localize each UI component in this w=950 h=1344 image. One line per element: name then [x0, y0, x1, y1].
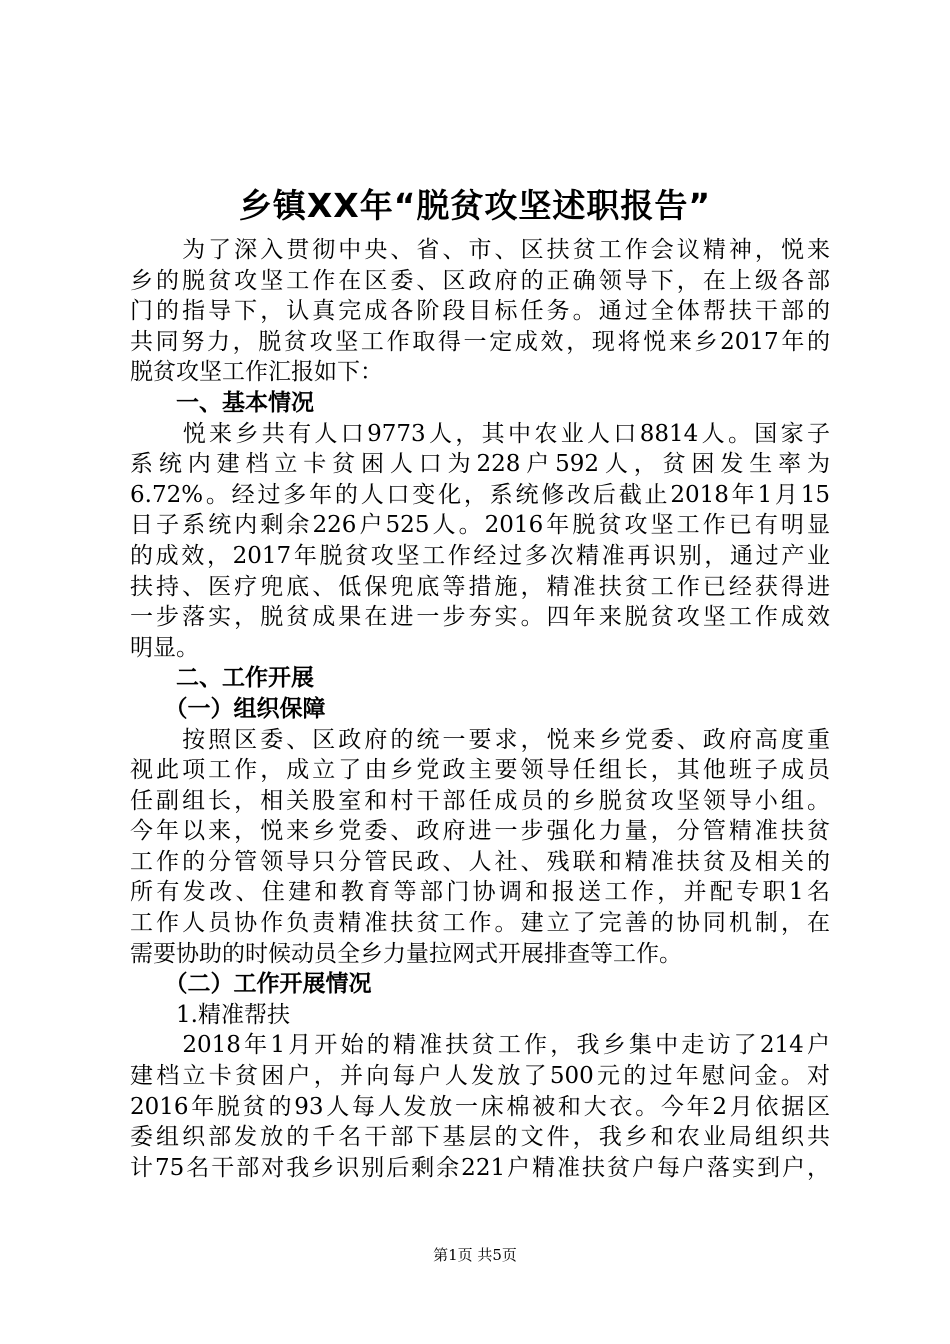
body-text-line: 6.72%。经过多年的人口变化，系统修改后截止2018年1月15 — [130, 481, 830, 508]
body-text-line: 所有发改、住建和教育等部门协调和报送工作，并配专职1名 — [130, 879, 830, 906]
document-body — [130, 235, 830, 1183]
section-heading: （一）组织保障 — [130, 695, 326, 722]
body-text-line: 一步落实，脱贫成果在进一步夯实。四年来脱贫攻坚工作成效 — [130, 604, 830, 631]
section-heading: （二）工作开展情况 — [130, 971, 372, 998]
body-text-line: 委组织部发放的千名干部下基层的文件，我乡和农业局组织共 — [130, 1124, 830, 1151]
body-text-line: 建档立卡贫困户，并向每户人发放了500元的过年慰问金。对 — [130, 1063, 830, 1090]
body-text-line: 任副组长，相关股室和村干部任成员的乡脱贫攻坚领导小组。 — [130, 787, 830, 814]
body-text-line: 按照区委、区政府的统一要求，悦来乡党委、政府高度重 — [130, 726, 830, 753]
body-text-line: 2018年1月开始的精准扶贫工作，我乡集中走访了214户 — [130, 1032, 830, 1059]
body-text-line: 1.精准帮扶 — [130, 1001, 290, 1028]
body-text-line: 工作的分管领导只分管民政、人社、残联和精准扶贫及相关的 — [130, 848, 830, 875]
body-text-line: 乡的脱贫攻坚工作在区委、区政府的正确领导下，在上级各部 — [130, 267, 830, 294]
body-text-line: 为了深入贯彻中央、省、市、区扶贫工作会议精神，悦来 — [130, 237, 830, 263]
section-heading: 一、基本情况 — [130, 389, 314, 416]
body-text-line: 脱贫攻坚工作汇报如下： — [130, 359, 383, 386]
body-text-line: 工作人员协作负责精准扶贫工作。建立了完善的协同机制，在 — [130, 910, 830, 937]
page-footer: 第1页 共5页 — [433, 1246, 517, 1264]
body-text-line: 2016年脱贫的93人每人发放一床棉被和大衣。今年2月依据区 — [130, 1093, 830, 1120]
body-text-line: 悦来乡共有人口9773人，其中农业人口8814人。国家子 — [130, 420, 830, 447]
document-title: 乡镇XX年“脱贫攻坚述职报告” — [238, 186, 712, 225]
body-text-line: 共同努力，脱贫攻坚工作取得一定成效，现将悦来乡2017年的 — [130, 328, 830, 355]
section-heading: 二、工作开展 — [130, 665, 314, 692]
body-text-line: 计75名干部对我乡识别后剩余221户精准扶贫户每户落实到户， — [130, 1154, 830, 1181]
body-text-line: 门的指导下，认真完成各阶段目标任务。通过全体帮扶干部的 — [130, 298, 830, 325]
body-text-line: 今年以来，悦来乡党委、政府进一步强化力量，分管精准扶贫 — [130, 818, 830, 845]
body-text-line: 系统内建档立卡贫困人口为228户592人，贫困发生率为 — [130, 451, 830, 478]
body-text-line: 日子系统内剩余226户525人。2016年脱贫攻坚工作已有明显 — [130, 512, 830, 539]
body-text-line: 明显。 — [130, 634, 199, 661]
body-text-line: 视此项工作，成立了由乡党政主要领导任组长，其他班子成员 — [130, 757, 830, 784]
body-text-line: 需要协助的时候动员全乡力量拉网式开展排查等工作。 — [130, 940, 682, 967]
body-text-line: 扶持、医疗兜底、低保兜底等措施，精准扶贫工作已经获得进 — [130, 573, 830, 600]
body-text-line: 的成效，2017年脱贫攻坚工作经过多次精准再识别，通过产业 — [130, 542, 830, 569]
